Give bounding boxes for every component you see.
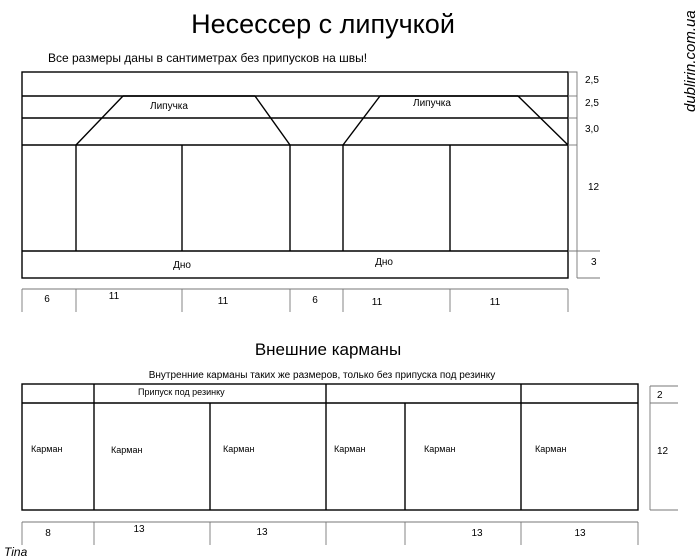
column-dimension: 13 [574,528,586,539]
main-row-dimensions [568,72,600,278]
row-dimension: 3,0 [585,124,599,135]
column-dimension: 13 [471,528,483,539]
row-dimension: 2 [657,390,663,401]
row-dimension: 12 [657,446,669,457]
pocket-label: Карман [535,444,567,454]
elastic-allowance-label: Припуск под резинку [138,387,225,397]
dimension-bracket [568,72,577,278]
column-dimension: 8 [45,528,51,539]
velcro-right-side-b [518,96,568,145]
velcro-label-left: Липучка [150,101,188,112]
pockets-pattern [22,384,638,510]
signature: Tina [4,545,28,559]
page-title: Несессер с липучкой [191,9,455,39]
row-dimension: 12 [588,182,600,193]
pocket-label: Карман [334,444,366,454]
main-pattern [22,72,568,278]
column-dimension: 11 [108,291,120,302]
subtitle: Все размеры даны в сантиметрах без припусков на швы! [48,51,368,65]
watermark-text: dublirin.com.ua [682,10,699,112]
column-dimension: 11 [217,296,229,307]
column-dimension: 6 [312,295,318,306]
column-dimension: 13 [256,527,268,538]
velcro-left-side-b [255,96,290,145]
pockets-note: Внутренние карманы таких же размеров, только без припуска под резинку [148,370,496,381]
bottom-label-left: Дно [173,260,191,271]
velcro-right-side-a [343,96,380,145]
pocket-label: Карман [424,444,456,454]
column-dimension: 13 [133,524,145,535]
row-dimension: 2,5 [585,98,599,109]
row-dimension: 3 [591,257,597,268]
pockets-row-dimensions [650,386,678,510]
column-dimension: 11 [371,297,383,308]
pocket-label: Карман [111,445,143,455]
main-column-dimensions [22,289,568,312]
column-dimension: 11 [489,297,501,308]
velcro-label-right: Липучка [413,98,451,109]
pockets-column-dimensions [22,522,638,545]
bottom-label-right: Дно [375,257,393,268]
column-dimension: 6 [44,294,50,305]
pocket-label: Карман [31,444,63,454]
velcro-left-side-a [76,96,123,145]
pocket-label: Карман [223,444,255,454]
main-pattern-outline [22,72,568,278]
pockets-title: Внешние карманы [254,340,402,359]
row-dimension: 2,5 [585,75,599,86]
